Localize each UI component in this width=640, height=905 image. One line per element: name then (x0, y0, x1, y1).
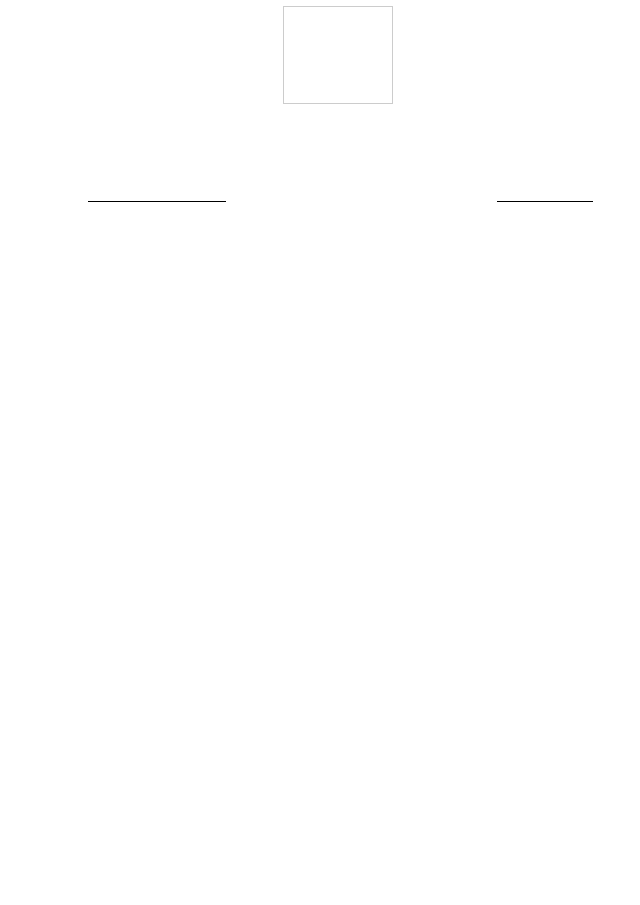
coat-of-arms-emblem (283, 6, 393, 104)
document-body (88, 320, 606, 325)
document-number (497, 201, 593, 202)
document-date (88, 201, 226, 202)
